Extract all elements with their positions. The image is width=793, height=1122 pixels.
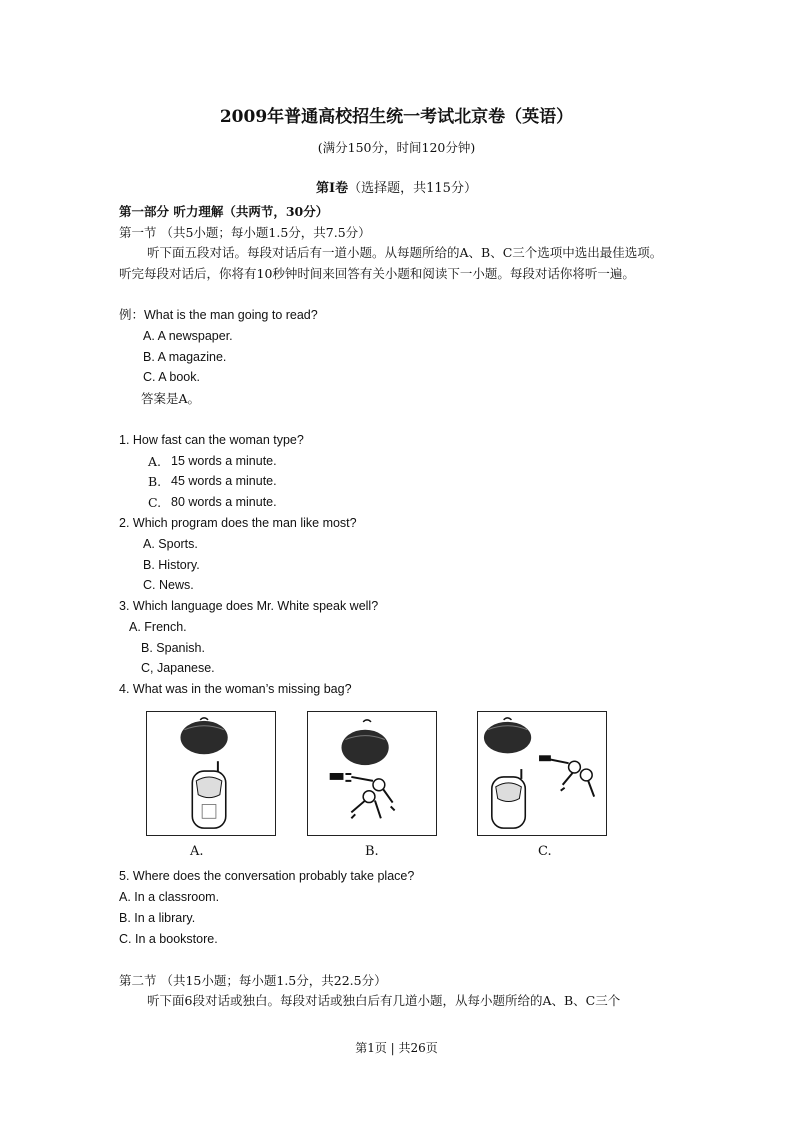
volume-note: （选择题，共115分） xyxy=(348,181,477,196)
q4-picture-a xyxy=(146,711,276,836)
example-option-b: B. A magazine. xyxy=(143,350,227,364)
q3-option-c: C, Japanese. xyxy=(141,661,215,675)
q3-option-a: A. French. xyxy=(129,620,187,634)
example-option-a: A. A newspaper. xyxy=(143,329,233,343)
purse-phone-and-keys-image xyxy=(478,712,606,835)
q3-option-b: B. Spanish. xyxy=(141,641,205,655)
q4-question: 4. What was in the woman’s missing bag? xyxy=(119,682,352,696)
q2-option-c: C. News. xyxy=(143,578,194,592)
q4-picture-c xyxy=(477,711,607,836)
q2-option-a: A. Sports. xyxy=(143,537,198,551)
purse-and-keys-image xyxy=(308,712,436,835)
q4-label-c: C. xyxy=(538,844,552,859)
volume-heading xyxy=(0,180,793,197)
q4-picture-b xyxy=(307,711,437,836)
page-footer: 第1页 | 共26页 xyxy=(355,1041,438,1055)
q4-label-a: A. xyxy=(190,844,204,859)
example-answer: 答案是A。 xyxy=(141,391,201,406)
q5-option-b: B. In a library. xyxy=(119,911,196,925)
q2-option-b: B. History. xyxy=(143,558,200,572)
q1-question: 1. How fast can the woman type? xyxy=(119,433,304,447)
example-question: 例：What is the man going to read? xyxy=(119,308,318,322)
q1-option-a: 15 words a minute. xyxy=(171,454,277,468)
q5-question: 5. Where does the conversation probably take place? xyxy=(119,869,415,883)
score-time-note: (满分150分，时间120分钟) xyxy=(317,140,476,155)
q1-option-b: 45 words a minute. xyxy=(171,474,277,488)
volume-label: 第I卷 xyxy=(316,181,349,196)
q5-option-c: C. In a bookstore. xyxy=(119,932,218,946)
purse-and-phone-image xyxy=(147,712,275,835)
q1-option-a-letter: A. xyxy=(148,454,162,469)
section1-instructions: 听下面五段对话。每段对话后有一道小题。从每题所给的A、B、C三个选项中选出最佳选项。听完每段对话后，你将有10秒钟时间来回答有关小题和阅读下一小题。每段对话你将听一遍。 xyxy=(119,245,663,281)
q1-option-c-letter: C. xyxy=(148,495,162,510)
example-option-c: C. A book. xyxy=(143,370,200,384)
q1-option-b-letter: B. xyxy=(148,474,162,489)
section2-instructions: 听下面6段对话或独白。每段对话或独白后有几道小题，从每小题所给的A、B、C三个 xyxy=(147,993,621,1008)
q1-option-c: 80 words a minute. xyxy=(171,495,277,509)
q4-label-b: B. xyxy=(365,844,379,859)
page-title: 2009年普通高校招生统一考试北京卷（英语） xyxy=(219,107,574,127)
q2-question: 2. Which program does the man like most? xyxy=(119,516,357,530)
q3-question: 3. Which language does Mr. White speak well? xyxy=(119,599,379,613)
section2-heading: 第二节 （共15小题；每小题1.5分，共22.5分） xyxy=(119,973,387,988)
section1-heading: 第一节 （共5小题；每小题1.5分，共7.5分） xyxy=(119,225,371,240)
q5-option-a: A. In a classroom. xyxy=(119,890,220,904)
part1-heading: 第一部分 听力理解（共两节，30分） xyxy=(119,204,329,219)
